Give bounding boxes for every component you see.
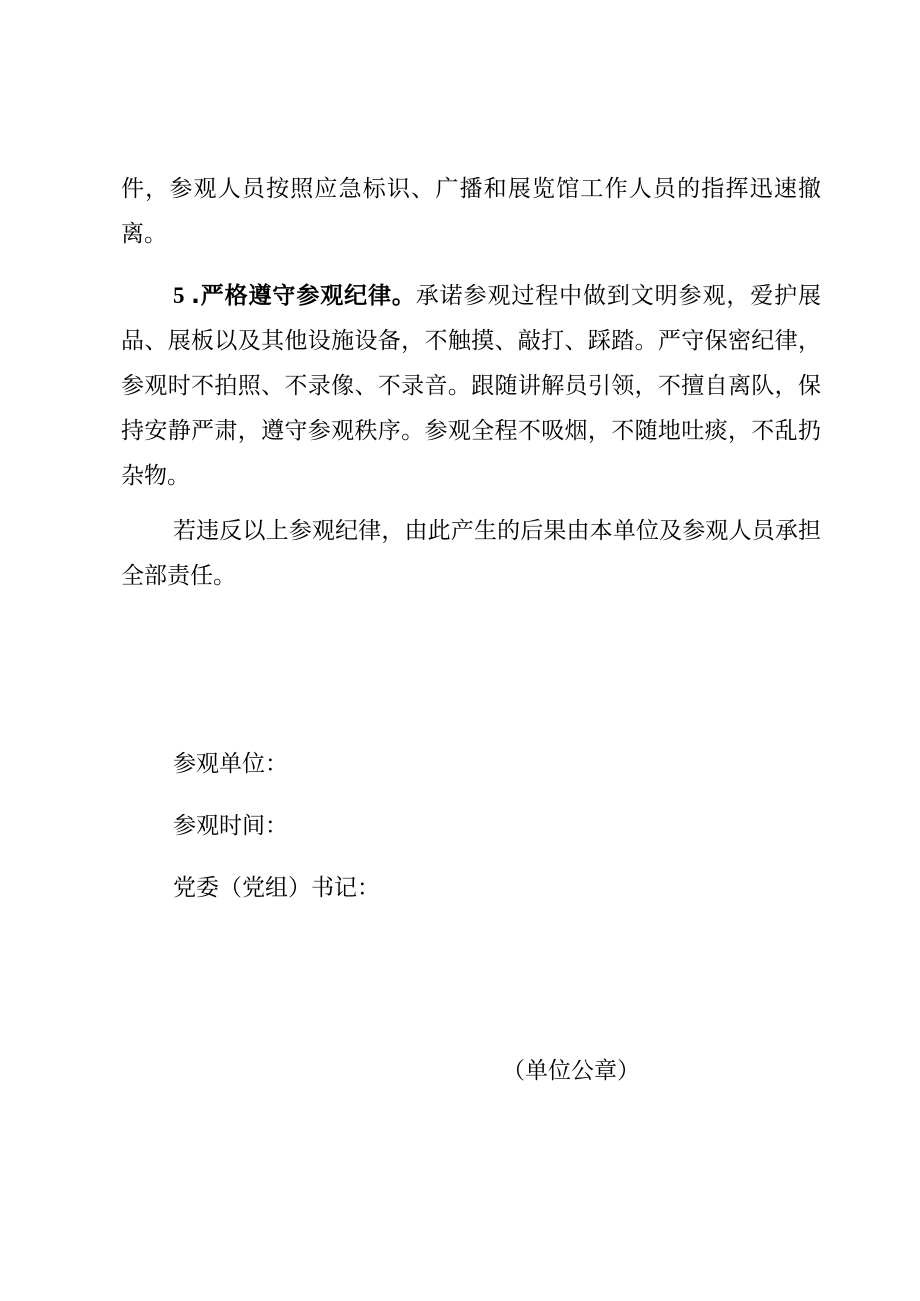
paragraph-visiting-discipline <box>121 273 821 499</box>
item-number: 5 <box>173 283 192 308</box>
visiting-time-label: 参观时间： <box>173 813 288 839</box>
party-secretary-label: 党委（党组）书记： <box>173 875 380 901</box>
item-heading: .严格遵守参观纪律。 <box>191 283 416 309</box>
unit-seal-label: （单位公章） <box>502 1058 640 1084</box>
paragraph-liability: 若违反以上参观纪律，由此产生的后果由本单位及参观人员承担全部责任。 <box>121 518 821 589</box>
item-body: 承诺参观过程中做到文明参观，爱护展品、展板以及其他设施设备，不触摸、敲打、踩踏。严守保密纪律，参观时不拍照、不录像、不录音。跟随讲解员引领，不擅自离队，保持安静严肃，遵守参观秩序。参观全程不吸烟，不随地吐痰，不乱扔杂物。 <box>121 283 822 489</box>
visiting-unit-label: 参观单位： <box>173 751 288 777</box>
paragraph-evacuation-continued: 件，参观人员按照应急标识、广播和展览馆工作人员的指挥迅速撤离。 <box>121 176 821 247</box>
